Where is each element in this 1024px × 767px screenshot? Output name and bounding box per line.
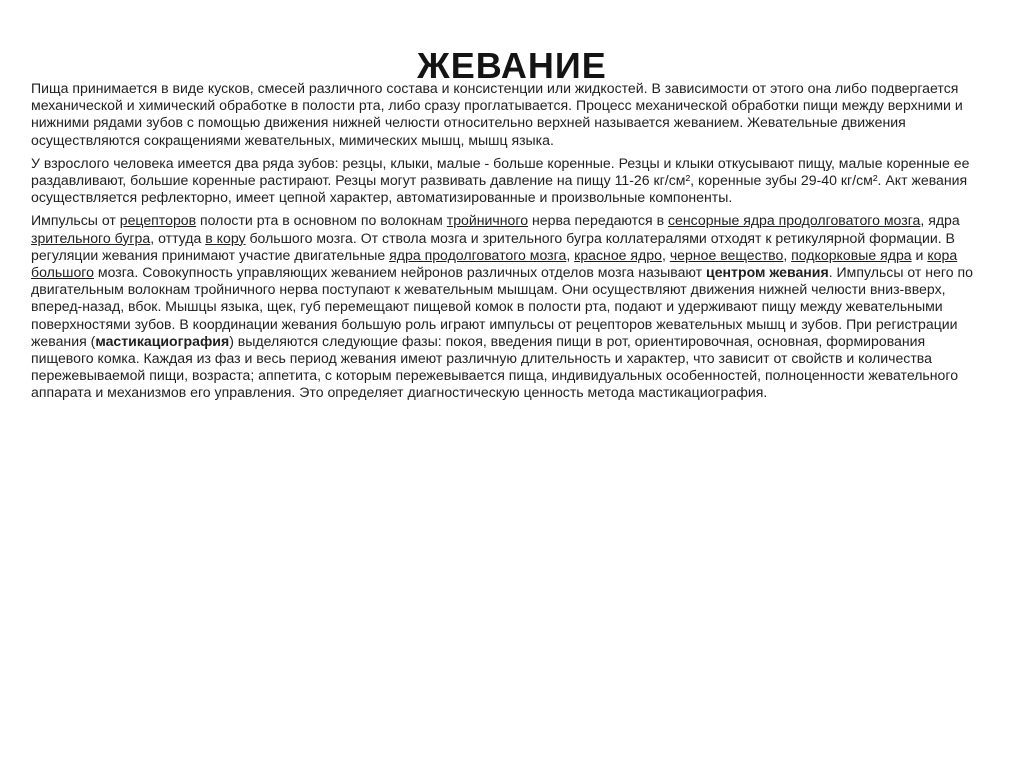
term-masticatiography: мастикациография — [95, 332, 230, 349]
paragraph-teeth: У взрослого человека имеется два ряда зубов: резцы, клыки, малые - больше коренные. Резцы и клыки откусывают пищу, малые коренные ее раздавливают, большие коренные растирают. Резцы могут развивать давление на пищу 11-26 кг/см², коренные зубы 29-40 кг/см². Акт жевания осуществляется рефлекторно, имеет цепной характер, автоматизированные и произвольные компоненты. — [31, 154, 970, 206]
text-run: , — [566, 246, 575, 263]
link-trigeminal[interactable]: тройничного — [446, 212, 529, 229]
text-run: Импульсы от — [31, 212, 120, 229]
slide-title: ЖЕВАНИЕ — [417, 45, 607, 86]
text-run: полости рта в основном по волокнам — [196, 212, 447, 229]
link-receptors[interactable]: рецепторов — [119, 212, 197, 229]
slide-body — [31, 80, 981, 408]
link-substantia-nigra[interactable]: черное вещество — [669, 246, 784, 263]
text-run: ) выделяются следующие фазы: покоя, введения пищи в рот, ориентировочная, основная, формирования пищевого комка. Каждая из фаз и весь период жевания имеют различную длительность и характер, что зависит от свойств и количества пережевываемой пищи, возраста; аппетита, с которым пережевывается пища, индивидуальных особенностей, полноценности жевательного аппарата и механизмов его управления. Это определяет диагностическую ценность метода мастикациография. — [31, 332, 959, 401]
text-run: мозга. Совокупность управляющих жеванием нейронов различных отделов мозга называют — [93, 264, 707, 281]
link-medulla-nuclei[interactable]: ядра продолговатого мозга — [389, 246, 567, 263]
text-run: . Импульсы от него по двигательным волокнам тройничного нерва поступают к жевательным мышцам. Они осуществляют движения нижней челюсти вниз-вверх, вперед-назад, вбок. Мышцы языка, щек, губ перемещают пищевой комок в полости рта, подают и удерживают пищу между жевательными поверхностями зубов. В координации жевания большую роль играют импульсы от рецепторов жевательных мышц и зубов. При регистрации жевания ( — [31, 264, 973, 349]
text-run: нерва передаются в — [528, 212, 668, 229]
term-chewing-center: центром жевания — [706, 264, 829, 281]
link-cortex[interactable]: в кору — [205, 229, 246, 246]
link-cerebral-cortex[interactable]: кора большого — [31, 246, 958, 281]
text-run: , ядра — [920, 212, 960, 229]
text-run: , — [783, 246, 792, 263]
link-thalamus[interactable]: зрительного бугра — [31, 229, 151, 246]
text-run: , — [661, 246, 670, 263]
paragraph-regulation — [31, 212, 981, 401]
text-run: , оттуда — [150, 229, 206, 246]
link-sensory-nuclei[interactable]: сенсорные ядра продолговатого мозга — [667, 212, 921, 229]
text-run: и — [911, 246, 928, 263]
text-run: большого мозга. От ствола мозга и зрительного бугра коллатералями отходят к ретикулярной формации. В регуляции жевания принимают участие двигательные — [31, 229, 955, 263]
link-red-nucleus[interactable]: красное ядро — [574, 246, 662, 263]
paragraph-intro: Пища принимается в виде кусков, смесей различного состава и консистенции или жидкостей. В зависимости от этого она либо подвергается механической и химический обработке в полости рта, либо сразу проглатывается. Процесс механической обработки пищи между верхними и нижними рядами зубов с помощью движения нижней челюсти относительно верхней называется жеванием. Жевательные движения осуществляются сокращениями жевательных, мимических мышц, мышц языка. — [31, 80, 963, 148]
link-subcortical-nuclei[interactable]: подкорковые ядра — [791, 246, 912, 263]
